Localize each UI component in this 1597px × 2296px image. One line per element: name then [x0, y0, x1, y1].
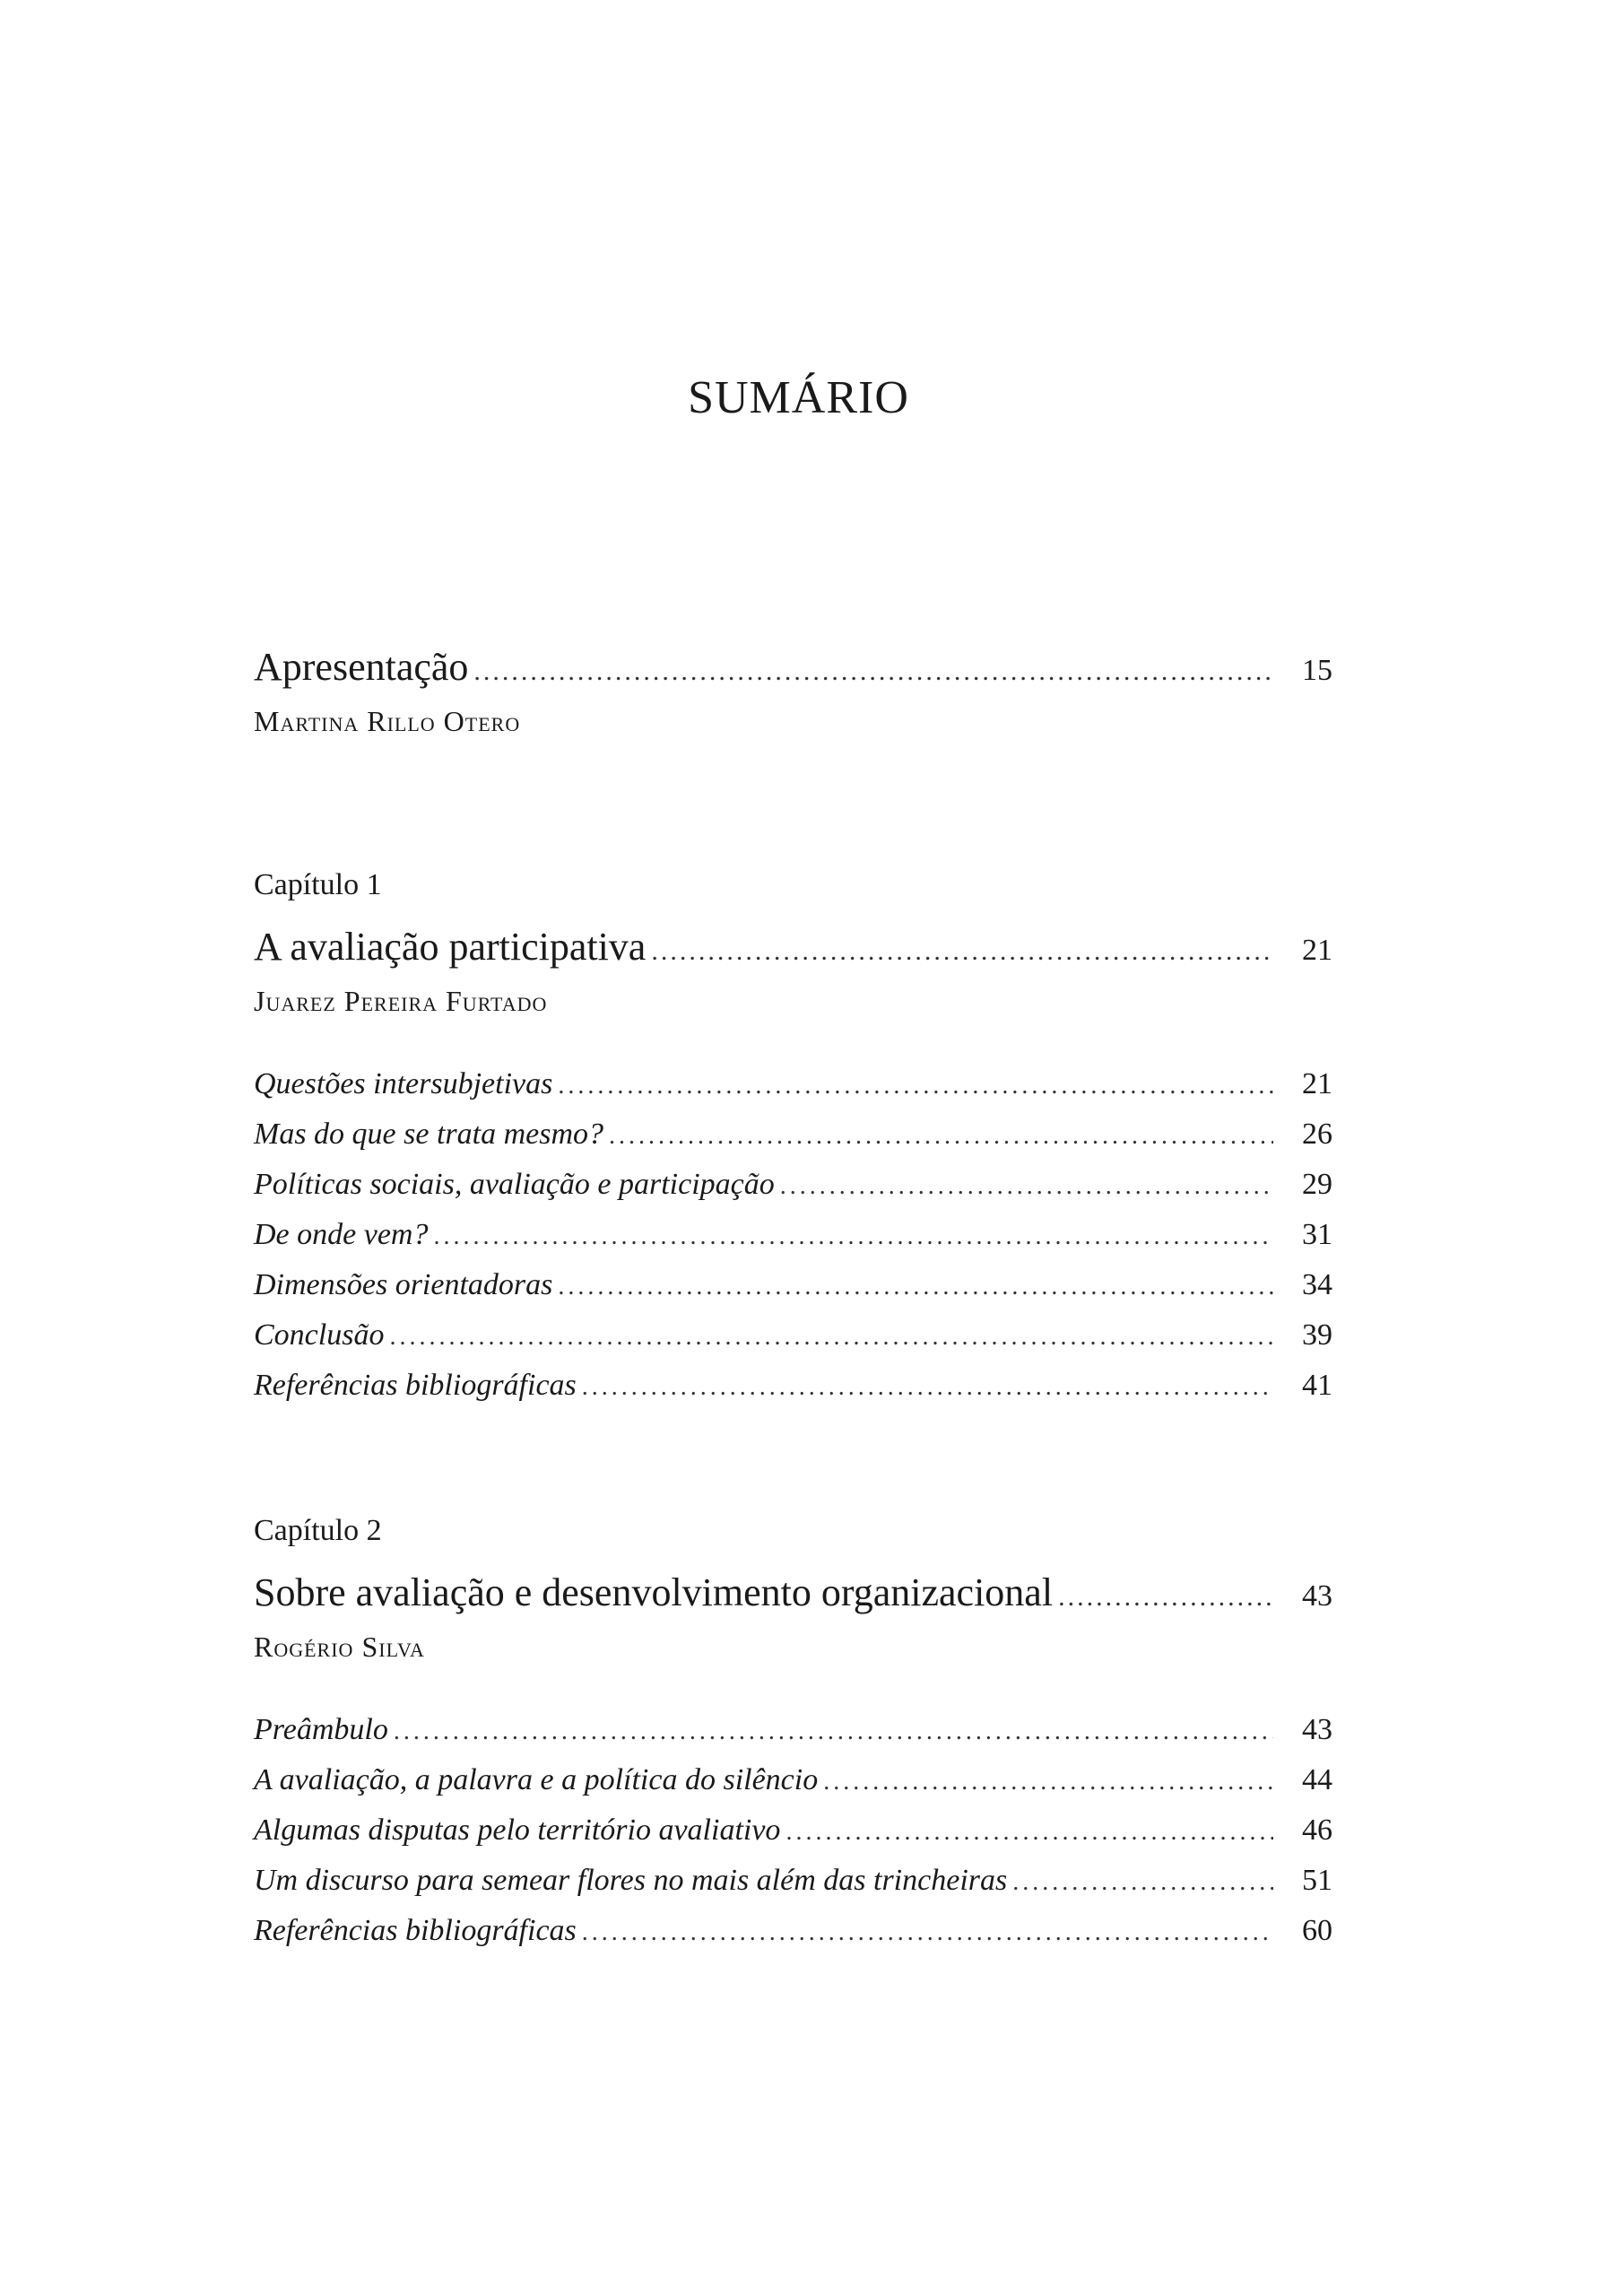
toc-section-page: 46	[1302, 1813, 1332, 1847]
toc-section-page: 26	[1302, 1118, 1332, 1151]
toc-section-page: 21	[1302, 1067, 1332, 1100]
toc-section-title: Um discurso para semear flores no mais além das trincheiras	[254, 1864, 1008, 1897]
toc-entry-page: 43	[1302, 1579, 1332, 1613]
dot-leader	[582, 1918, 1273, 1947]
dot-leader	[473, 657, 1273, 687]
toc-section[interactable]	[254, 1914, 1332, 1948]
dot-leader	[1058, 1582, 1273, 1613]
dot-leader	[394, 1718, 1273, 1746]
toc-entry-title: A avaliação participativa	[254, 925, 647, 969]
author-name: Martina Rillo Otero	[254, 705, 521, 737]
toc-section-page: 43	[1302, 1713, 1332, 1746]
dot-leader	[389, 1323, 1273, 1352]
toc-section-title: De onde vem?	[254, 1218, 429, 1251]
toc-section[interactable]	[254, 1763, 1332, 1797]
toc-section[interactable]	[254, 1218, 1332, 1252]
toc-entry-page: 15	[1302, 654, 1332, 687]
toc-section-title: Políticas sociais, avaliação e participação	[254, 1168, 775, 1201]
toc-section-title: Preâmbulo	[254, 1713, 388, 1746]
toc-entry-title: Apresentação	[254, 645, 469, 689]
dot-leader	[651, 936, 1273, 967]
dot-leader	[609, 1122, 1273, 1151]
page-title: SUMÁRIO	[688, 372, 909, 423]
toc-section-page: 60	[1302, 1914, 1332, 1947]
dot-leader	[1012, 1868, 1273, 1897]
toc-entry-apresentacao[interactable]	[254, 644, 1332, 690]
toc-entry-page: 21	[1302, 934, 1332, 967]
toc-section-page: 44	[1302, 1763, 1332, 1796]
chapter-label: Capítulo 1	[254, 868, 382, 901]
dot-leader	[558, 1072, 1273, 1100]
toc-section[interactable]	[254, 1813, 1332, 1848]
toc-entry-chapter-2[interactable]	[254, 1570, 1332, 1615]
toc-section-page: 31	[1302, 1218, 1332, 1251]
toc-section[interactable]	[254, 1369, 1332, 1403]
toc-section-title: Questões intersubjetivas	[254, 1067, 553, 1100]
toc-section[interactable]	[254, 1268, 1332, 1302]
dot-leader	[823, 1768, 1273, 1796]
toc-section[interactable]	[254, 1864, 1332, 1898]
toc-section-title: Algumas disputas pelo território avaliativo	[254, 1813, 781, 1847]
toc-section-title: Referências bibliográficas	[254, 1914, 577, 1947]
toc-entry-title: Sobre avaliação e desenvolvimento organizacional	[254, 1570, 1054, 1614]
author-name: Juarez Pereira Furtado	[254, 985, 548, 1017]
toc-section-page: 34	[1302, 1268, 1332, 1301]
toc-section[interactable]	[254, 1168, 1332, 1202]
toc-section[interactable]	[254, 1118, 1332, 1152]
dot-leader	[785, 1818, 1273, 1847]
chapter-label: Capítulo 2	[254, 1514, 382, 1547]
toc-section-title: Mas do que se trata mesmo?	[254, 1118, 604, 1151]
toc-entry-chapter-1[interactable]	[254, 924, 1332, 970]
toc-section[interactable]	[254, 1318, 1332, 1352]
dot-leader	[582, 1373, 1273, 1402]
toc-section-page: 29	[1302, 1168, 1332, 1201]
author-name: Rogério Silva	[254, 1631, 425, 1663]
toc-section-page: 39	[1302, 1318, 1332, 1352]
toc-section-page: 41	[1302, 1369, 1332, 1402]
toc-section-title: Referências bibliográficas	[254, 1369, 577, 1402]
toc-section-title: Dimensões orientadoras	[254, 1268, 553, 1301]
toc-section[interactable]	[254, 1713, 1332, 1747]
dot-leader	[558, 1273, 1273, 1301]
dot-leader	[433, 1222, 1273, 1251]
toc-section[interactable]	[254, 1067, 1332, 1101]
toc-section-page: 51	[1302, 1864, 1332, 1897]
toc-section-title: Conclusão	[254, 1318, 385, 1352]
dot-leader	[780, 1172, 1273, 1201]
toc-section-title: A avaliação, a palavra e a política do silêncio	[254, 1763, 819, 1796]
